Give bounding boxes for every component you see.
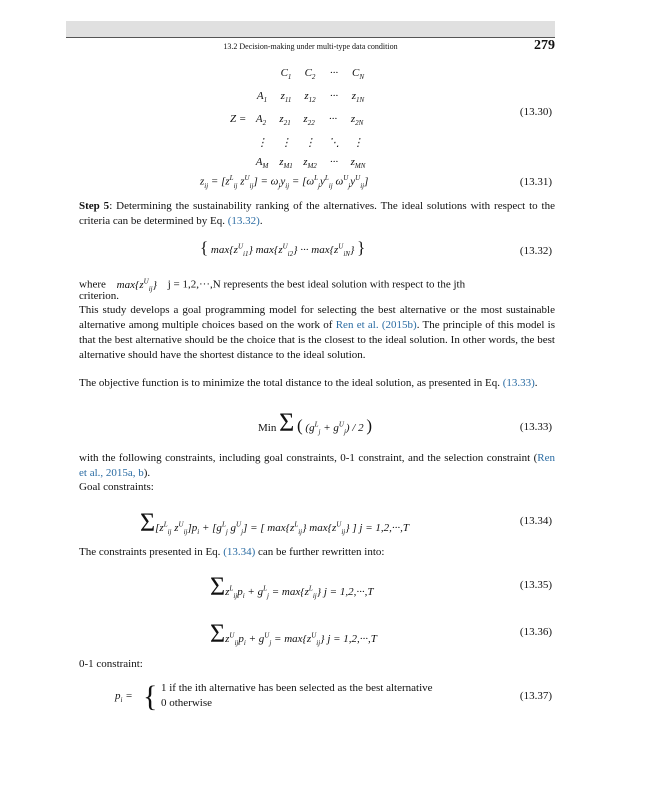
eq-number-1334: (13.34) [519,515,552,527]
eq-number-1331: (13.31) [519,176,552,188]
ref-ren-2015ab[interactable]: Ren et al., 2015a, b [79,452,555,479]
eq-ref-1334[interactable]: (13.34) [223,546,256,558]
goal-constraints-label: Goal constraints: [79,481,154,493]
equation-1334: $\Sigma[z^L_{ij}$ $z^U_{ij}]p_i + [g^L_j$ $g^U_j$] = [ $\max\{z^L_{ij}\}$ $\max\{z^U_{ij}\}$ ] j = 1,2,···,T [140,508,409,537]
criterion-line: criterion. [79,290,120,302]
equation-1335: $\Sigma z^L_{ij}p_i + g^L_j = \max\{z^L_{ij}\} j = 1,2,\cdot\cdot\cdot,T$ [210,572,374,601]
para3-text: The objective function is to minimize the total distance to the ideal solution, as presented in Eq. [79,377,503,389]
where-rest: j = 1,2,···,N represents the best ideal solution with respect to the jth [167,278,466,291]
min-label: Min [258,422,277,434]
eq-number-1333: (13.33) [519,421,552,433]
para5-text-b: can be further rewritten into: [255,546,385,558]
para4-text-a: with the following constraints, including goal constraints, 0-1 constraint, and the selection constraint ( [79,452,538,464]
step5-text: : Determining the sustainability ranking of the alternatives. The ideal solutions with respect to the criteria can be determined by Eq. [79,200,555,227]
case-otherwise: 0 otherwise [161,697,213,709]
step5-paragraph: Step 5: Determining the sustainability ranking of the alternatives. The ideal solutions with respect to the criteria can be determined by Eq. (13.32). [79,200,555,227]
eq-number-1337: (13.37) [519,690,552,702]
constraints-paragraph [79,451,555,481]
equation-1333: Min Σ ( $(g^L_j + g^U_j) / 2$ ) [258,408,373,437]
rewrite-paragraph [79,545,555,560]
eq-number-1330: (13.30) [519,106,552,118]
header-bar [66,21,555,37]
where-word: where [79,278,106,291]
step5-label: Step 5 [79,200,110,212]
eq-number-1335: (13.35) [519,579,552,591]
para2-text-a: This study develops a goal programming model for selecting the best alternative or the most sustainable alternative among multiple choices based on the work of [79,304,555,331]
equation-1336: $\Sigma z^U_{ij}p_i + g^U_j = \max\{z^U_{ij}\} j = 1,2,\cdot\cdot\cdot,T$ [210,619,377,648]
eq-ref-1332[interactable]: (13.32) [227,215,260,227]
goal-programming-paragraph [79,303,555,363]
header-rule [66,37,555,38]
zero-one-label: 0-1 constraint: [79,658,143,670]
matrix-eq-1330: $C_1$ $C_2$ ··· $C_N$ $A_1$ $z_{11}$ $z_{12}$ ··· $z_{1N}$ $Z = A_2$ $z_{21}$ $z_{22}$ ··· $z_{2N}$ ⋮ ⋮ ⋮ ⋱ ⋮ $A_M$ $z_{M1}$ $z_{M2}$ ··· $z_{MN}$ [230,67,366,170]
eq-number-1336: (13.36) [519,626,552,638]
para2-text-b: . The principle of this model is that the best alternative should be the choice that is the closest to the ideal solution. In other words, the best alternative should have the shortest distance to the ideal solution. [79,319,555,361]
para4-text-b: ). [143,467,151,479]
equation-1332: { $\max\{z^U_{i1}\}$ $\max\{z^U_{i2}\}$ ··· $\max\{z^U_{iN}\}$ } [200,238,366,259]
where-line: where $\max\{z^U_{ij}\} j = 1,2,\cdot\cdot\cdot,N$ represents the best ideal solution with respect to the jth [79,277,466,293]
page-number: 279 [534,38,555,53]
eq-ref-1333[interactable]: (13.33) [502,377,535,389]
running-title: 13.2 Decision-making under multi-type data condition [223,42,398,51]
ref-ren-2015b[interactable]: Ren et al. (2015b) [335,319,417,331]
equation-1331: $z_{ij} = [z^L_{ij}$ $z^U_{ij}] = \omega_jy_{ij} = [\omega^L_jy^L_{ij}$ $\omega^U_jy^U_{ij}$] [200,174,369,190]
para5-text-a: The constraints presented in Eq. [79,546,224,558]
case-selected: 1 if the ith alternative has been selected as the best alternative [161,682,433,694]
eq-number-1332: (13.32) [519,245,552,257]
objective-paragraph: The objective function is to minimize the total distance to the ideal solution, as presented in Eq. (13.33). [79,377,538,389]
